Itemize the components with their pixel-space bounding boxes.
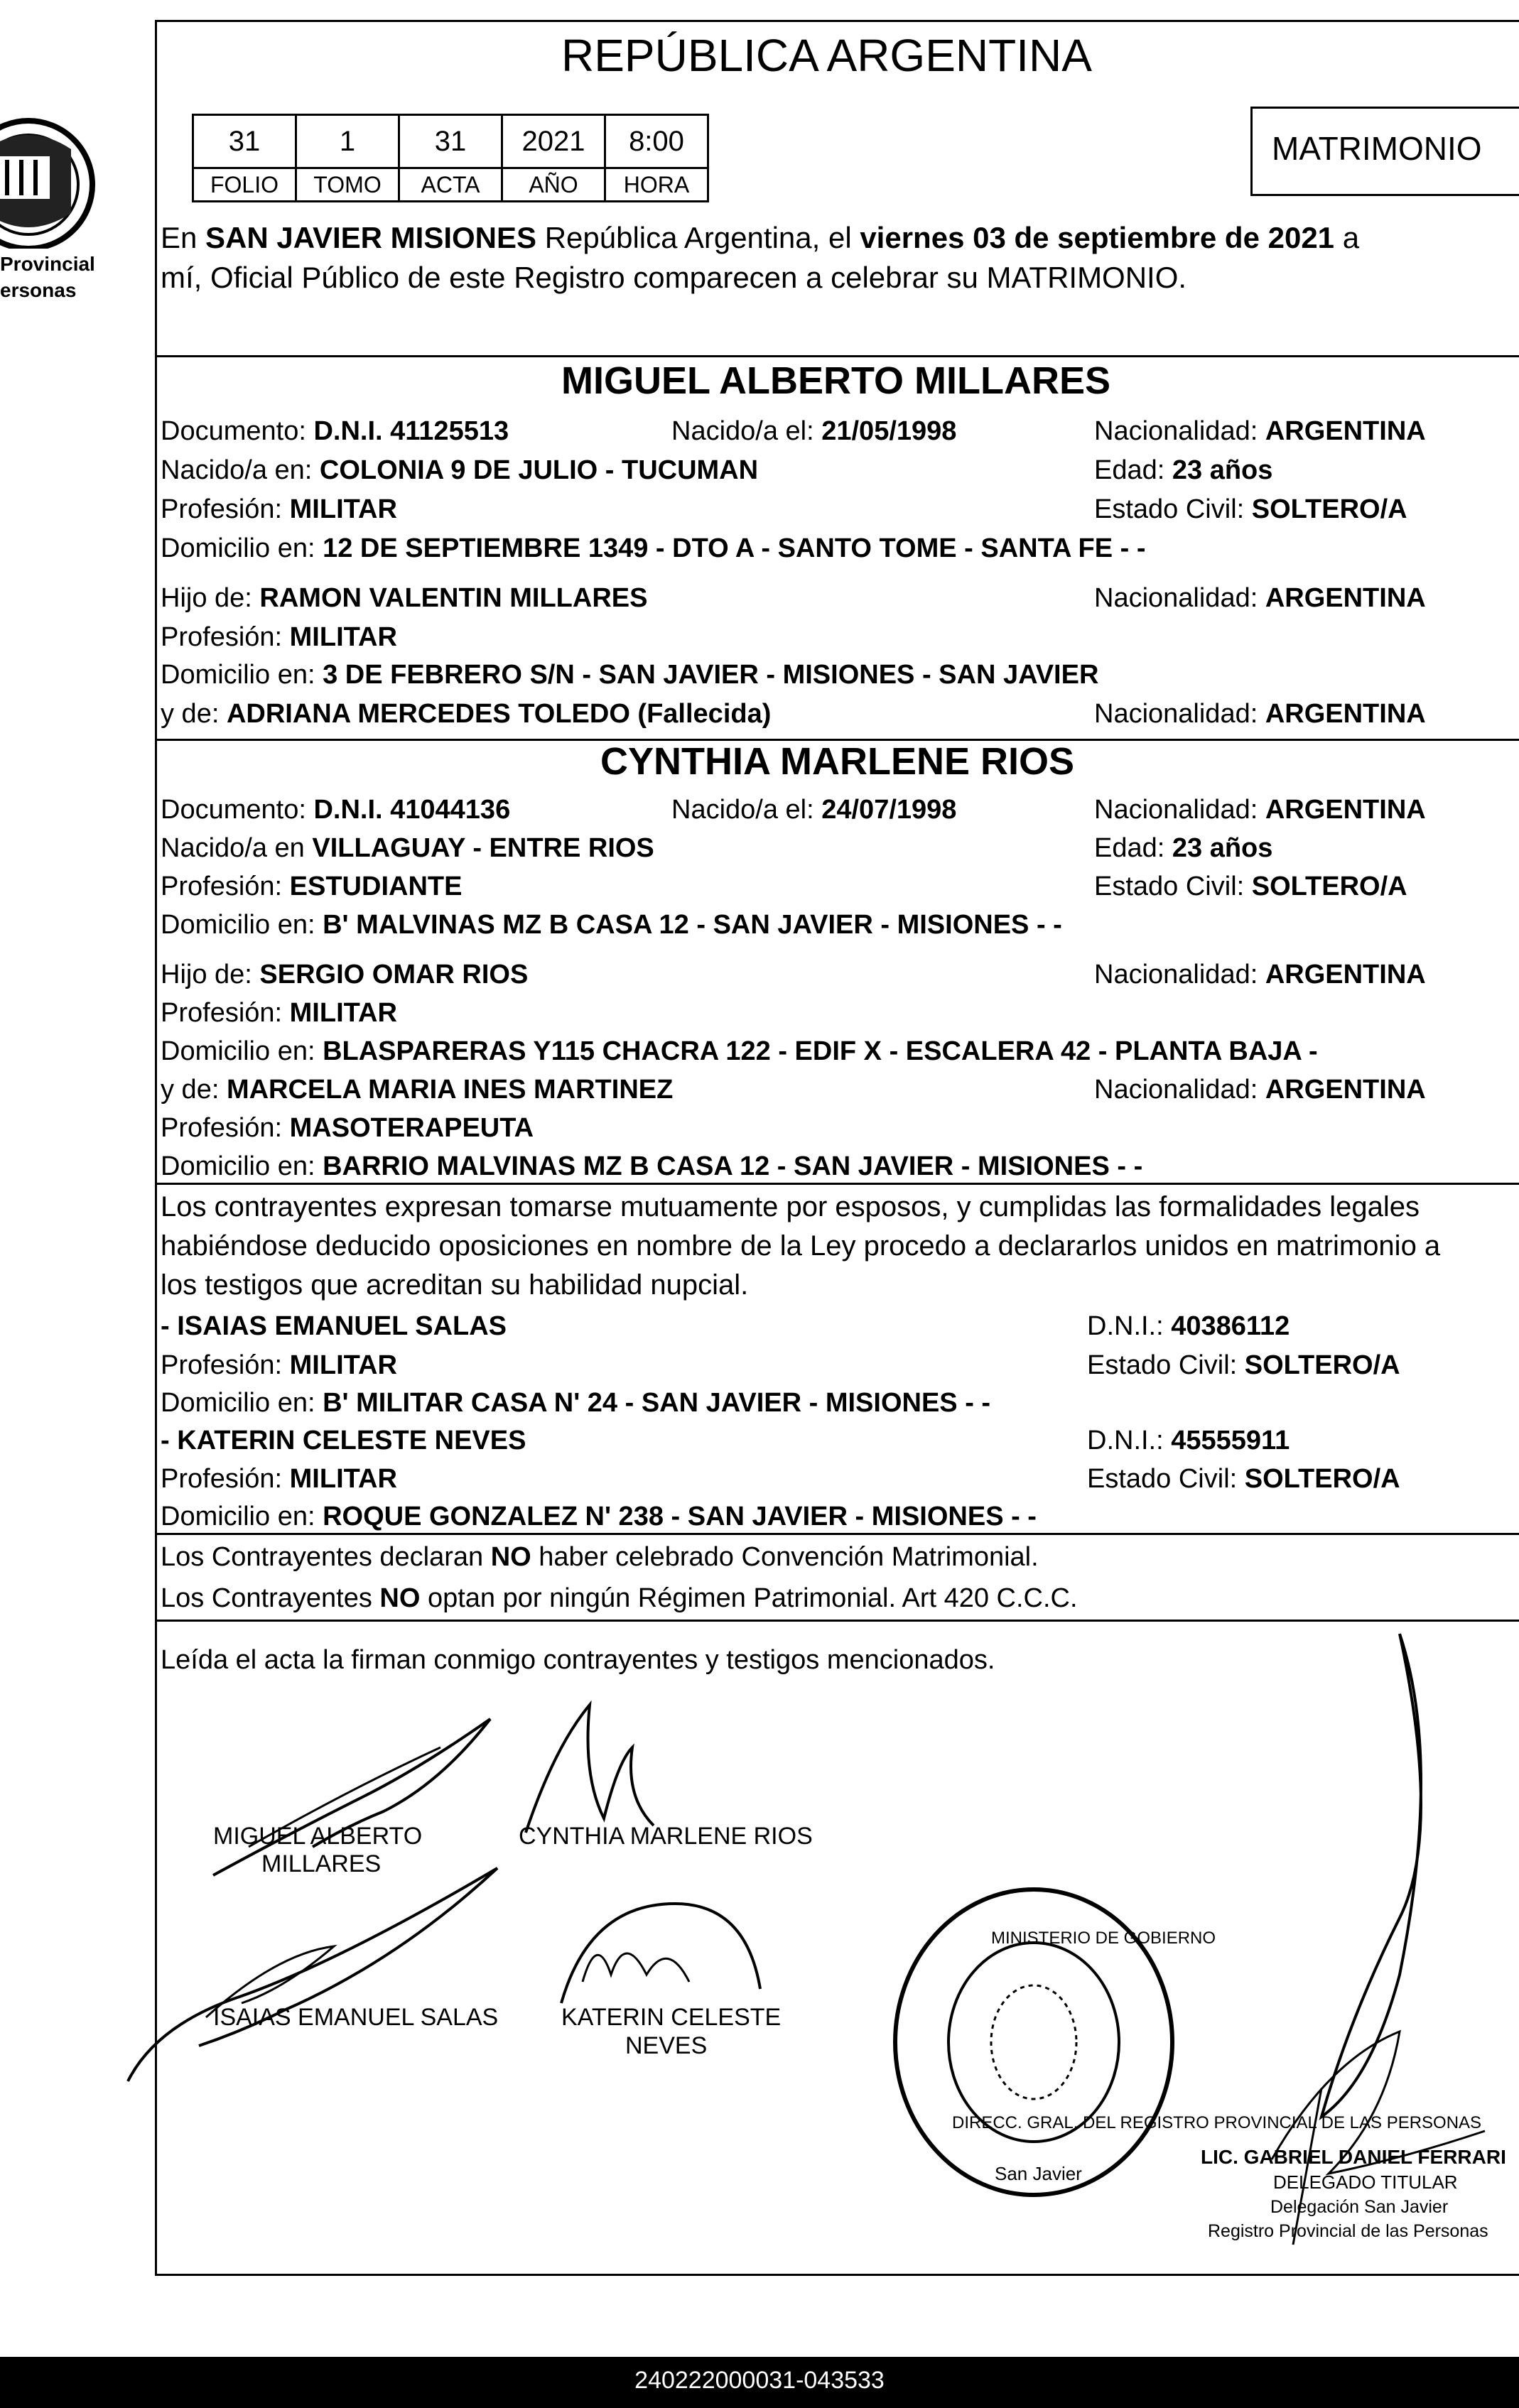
logo-text-1: Provincial [0, 253, 95, 275]
groom-civil-status: Estado Civil: SOLTERO/A [1094, 494, 1407, 524]
witness2-profession: Profesión: MILITAR [161, 1464, 397, 1494]
official-registry: Registro Provincial de las Personas [1208, 2221, 1488, 2241]
witness1-civil-status: Estado Civil: SOLTERO/A [1087, 1350, 1400, 1380]
official-role: DELEGADO TITULAR [1273, 2171, 1458, 2193]
anio-label: AÑO [502, 168, 605, 202]
witness1-dni: D.N.I.: 40386112 [1087, 1311, 1290, 1341]
bride-father-profession: Profesión: MILITAR [161, 998, 397, 1028]
declaration-line-3: los testigos que acreditan su habilidad nupcial. [161, 1269, 749, 1301]
folio-value: 31 [193, 115, 296, 168]
seal-outer-text: DIRECC. GRAL. DEL REGISTRO PROVINCIAL DE LAS PERSONAS [952, 2113, 1482, 2132]
bride-mother: y de: MARCELA MARIA INES MARTINEZ [161, 1075, 674, 1105]
registry-table [192, 114, 709, 202]
provincial-registry-logo [0, 43, 99, 249]
groom-birthplace: Nacido/a en: COLONIA 9 DE JULIO - TUCUMAN [161, 455, 759, 485]
declaration-line-1: Los contrayentes expresan tomarse mutuamente por esposos, y cumplidas las formalidades legales [161, 1191, 1420, 1222]
witness1-profession: Profesión: MILITAR [161, 1350, 397, 1380]
groom-profession: Profesión: MILITAR [161, 494, 397, 524]
bride-father-nationality: Nacionalidad: ARGENTINA [1094, 960, 1426, 989]
signature-witness2 [547, 1889, 774, 2017]
groom-father-address: Domicilio en: 3 DE FEBRERO S/N - SAN JAVIER - MISIONES - SAN JAVIER [161, 660, 1099, 690]
tomo-value: 1 [296, 115, 399, 168]
convention-line-1: Los Contrayentes declaran NO haber celebrado Convención Matrimonial. [161, 1542, 1039, 1572]
groom-father-nationality: Nacionalidad: ARGENTINA [1094, 583, 1426, 613]
closing-statement: Leída el acta la firman conmigo contrayentes y testigos mencionados. [161, 1645, 995, 1675]
witness2-dni: D.N.I.: 45555911 [1087, 1426, 1290, 1455]
bride-birthplace: Nacido/a en VILLAGUAY - ENTRE RIOS [161, 833, 654, 863]
bride-age: Edad: 23 años [1094, 833, 1273, 863]
sig-label-witness2-1: KATERIN CELESTE [561, 2004, 782, 2031]
hora-value: 8:00 [605, 115, 708, 168]
witness1-address: Domicilio en: B' MILITAR CASA N' 24 - SAN JAVIER - MISIONES - - [161, 1388, 991, 1418]
groom-nationality: Nacionalidad: ARGENTINA [1094, 416, 1426, 446]
sig-label-witness2-2: NEVES [625, 2032, 708, 2059]
intro-line-1: En SAN JAVIER MISIONES República Argentina, el viernes 03 de septiembre de 2021 a [161, 221, 1360, 254]
sig-label-groom-2: MILLARES [261, 1850, 382, 1877]
logo-text-2: ersonas [0, 279, 77, 301]
acta-label: ACTA [399, 168, 502, 202]
bride-mother-profession: Profesión: MASOTERAPEUTA [161, 1113, 534, 1143]
witness1-name: - ISAIAS EMANUEL SALAS [161, 1311, 507, 1341]
signature-witness1 [99, 1854, 526, 2095]
bride-birthdate: Nacido/a el: 24/07/1998 [671, 795, 957, 825]
bride-civil-status: Estado Civil: SOLTERO/A [1094, 872, 1407, 901]
witness2-civil-status: Estado Civil: SOLTERO/A [1087, 1464, 1400, 1494]
intro-line-2: mí, Oficial Público de este Registro comparecen a celebrar su MATRIMONIO. [161, 261, 1187, 294]
document-code: 240222000031-043533 [634, 2367, 885, 2394]
bride-father: Hijo de: SERGIO OMAR RIOS [161, 960, 529, 989]
country-title: REPÚBLICA ARGENTINA [561, 30, 1092, 81]
divider [155, 355, 1519, 357]
witness2-address: Domicilio en: ROQUE GONZALEZ N' 238 - SAN JAVIER - MISIONES - - [161, 1502, 1037, 1531]
convention-line-2: Los Contrayentes NO optan por ningún Régimen Patrimonial. Art 420 C.C.C. [161, 1583, 1078, 1613]
groom-father-profession: Profesión: MILITAR [161, 622, 397, 652]
groom-age: Edad: 23 años [1094, 455, 1273, 485]
seal-bottom-text: San Javier [995, 2163, 1082, 2184]
bride-address: Domicilio en: B' MALVINAS MZ B CASA 12 - SAN JAVIER - MISIONES - - [161, 910, 1062, 940]
hora-label: HORA [605, 168, 708, 202]
groom-name: MIGUEL ALBERTO MILLARES [561, 359, 1111, 402]
footer-bar [0, 2357, 1519, 2408]
acta-value: 31 [399, 115, 502, 168]
witness2-name: - KATERIN CELESTE NEVES [161, 1426, 526, 1455]
sig-label-bride: CYNTHIA MARLENE RIOS [519, 1823, 813, 1850]
tomo-label: TOMO [296, 168, 399, 202]
sig-label-witness1: ISAIAS EMANUEL SALAS [213, 2004, 499, 2031]
official-name: LIC. GABRIEL DANIEL FERRARI [1201, 2146, 1506, 2168]
declaration-line-2: habiéndose deducido oposiciones en nombre de la Ley procedo a declararlos unidos en matrimonio a [161, 1230, 1441, 1262]
seal-inner-text: MINISTERIO DE GOBIERNO [991, 1929, 1216, 1948]
groom-document: Documento: D.N.I. 41125513 [161, 416, 509, 446]
folio-label: FOLIO [193, 168, 296, 202]
bride-name: CYNTHIA MARLENE RIOS [600, 740, 1075, 783]
groom-address: Domicilio en: 12 DE SEPTIEMBRE 1349 - DTO A - SANTO TOME - SANTA FE - - [161, 533, 1146, 563]
bride-father-address: Domicilio en: BLASPARERAS Y115 CHACRA 122 - EDIF X - ESCALERA 42 - PLANTA BAJA - [161, 1036, 1318, 1066]
groom-father: Hijo de: RAMON VALENTIN MILLARES [161, 583, 648, 613]
bride-mother-address: Domicilio en: BARRIO MALVINAS MZ B CASA 12 - SAN JAVIER - MISIONES - - [161, 1151, 1143, 1181]
anio-value: 2021 [502, 115, 605, 168]
bride-nationality: Nacionalidad: ARGENTINA [1094, 795, 1426, 825]
bride-document: Documento: D.N.I. 41044136 [161, 795, 511, 825]
bride-profession: Profesión: ESTUDIANTE [161, 872, 463, 901]
groom-mother-nationality: Nacionalidad: ARGENTINA [1094, 699, 1426, 729]
sig-label-groom-1: MIGUEL ALBERTO [213, 1823, 423, 1850]
groom-birthdate: Nacido/a el: 21/05/1998 [671, 416, 957, 446]
groom-mother: y de: ADRIANA MERCEDES TOLEDO (Fallecida) [161, 699, 772, 729]
official-office: Delegación San Javier [1270, 2197, 1449, 2217]
act-type: MATRIMONIO [1272, 130, 1482, 167]
bride-mother-nationality: Nacionalidad: ARGENTINA [1094, 1075, 1426, 1105]
